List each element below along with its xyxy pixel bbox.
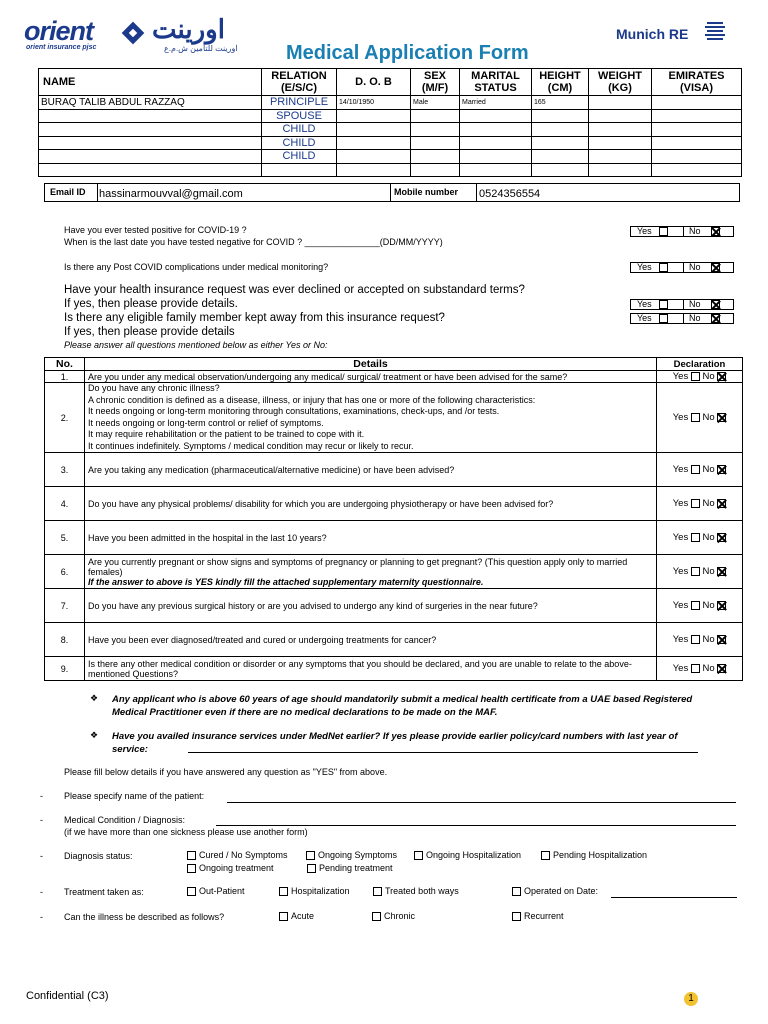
no-label: No [702,464,715,475]
munich-re-logo: Munich RE [616,26,689,42]
family-cell-name[interactable]: BURAQ TALIB ABDUL RAZZAQ [39,96,262,110]
yes-label: Yes [637,313,652,323]
option-label: Ongoing Hospitalization [426,850,522,860]
question-number: 6. [45,555,85,589]
option-label: Chronic [384,911,416,921]
option-checkbox[interactable] [279,912,288,921]
note-mednet: Have you availed insurance services under MedNet earlier? If yes please provide earlier policy/card numbers with last year of service: [112,731,678,755]
option[interactable] [512,911,564,921]
option-label: Treated both ways [385,886,459,896]
option-label: Ongoing Symptoms [318,850,398,860]
orient-logo [24,14,264,56]
yes-checkbox[interactable] [691,413,700,422]
yes-checkbox[interactable] [691,533,700,542]
col-declaration: Declaration [657,358,743,371]
condition-input-line[interactable] [216,825,736,826]
answer-instruction: Please answer all questions mentioned below as either Yes or No: [64,340,328,350]
yes-no-insurance-declined [630,299,734,310]
col-no: No. [45,358,85,371]
family-cell-weight[interactable] [589,96,652,110]
family-cell-marital[interactable] [460,150,532,164]
no-label: No [702,663,715,674]
questions-table [44,357,743,681]
no-checkbox-checked[interactable] [717,601,726,610]
family-cell-emirates[interactable] [652,109,742,123]
family-cell-name[interactable] [39,136,262,150]
question-emphasis: If the answer to above is YES kindly fill the attached supplementary maternity questionnaire. [88,576,484,587]
bullet-icon: ❖ [90,730,99,740]
family-row [39,136,742,150]
yes-no-covid-positive [630,226,734,237]
question-text: It may require rehabilitation or the patient to be trained to cope with it. [88,429,365,439]
question-row [45,623,743,657]
logo-arabic: اورينت [152,14,225,44]
family-row [39,96,742,110]
family-cell-empty[interactable] [39,163,262,177]
family-row [39,109,742,123]
col-marital: MARITAL STATUS [460,69,532,96]
col-weight: WEIGHT (KG) [589,69,652,96]
question-text: It needs ongoing or long-term control or relief of symptoms. [88,417,324,428]
question-details [85,521,657,555]
question-text: Is there any other medical condition or disorder or any symptoms that you should be declared, and you are unable to relate to the above-mentioned Questions? [88,658,632,679]
no-label: No [702,532,715,543]
question-text: It continues indefinitely. Symptoms / medical condition may recur or likely to recur. [88,440,414,451]
family-cell-emirates[interactable] [652,96,742,110]
question-details [85,453,657,487]
family-cell-weight[interactable] [589,123,652,137]
question-text: It needs ongoing or long-term monitoring through consultations, examinations, check-ups, and /or tests. [88,406,500,416]
family-cell-relation[interactable]: SPOUSE [262,109,337,123]
family-cell-name[interactable] [39,109,262,123]
yes-checkbox[interactable] [691,567,700,576]
option-label: Hospitalization [291,886,350,896]
no-checkbox-checked[interactable] [717,499,726,508]
family-cell-marital[interactable] [460,136,532,150]
option-checkbox[interactable] [414,851,423,860]
status-label: Diagnosis status: [64,851,133,861]
question-number: 2. [45,383,85,453]
no-label: No [702,371,715,382]
family-cell-empty[interactable] [411,163,460,177]
question-details [85,589,657,623]
no-checkbox-checked[interactable] [711,314,720,323]
question-text: Are you under any medical observation/undergoing any medical/ surgical/ treatment or have been advised for the same? [88,371,568,382]
option-checkbox[interactable] [187,864,196,873]
yes-checkbox[interactable] [691,601,700,610]
details-intro: Please fill below details if you have answered any question as "YES" from above. [64,767,388,777]
question-details [85,371,657,383]
yes-label: Yes [672,412,689,423]
contact-box [44,183,740,202]
question-details [85,487,657,521]
declaration-cell [657,487,743,521]
option[interactable] [307,863,393,873]
declaration-cell [657,383,743,453]
confidential-label: Confidential (C3) [26,990,109,1002]
no-checkbox-checked[interactable] [717,413,726,422]
option-label: Recurrent [524,911,564,921]
option-checkbox[interactable] [187,887,196,896]
question-number: 4. [45,487,85,521]
no-label: No [689,226,701,236]
family-cell-dob[interactable]: 14/10/1950 [337,96,411,110]
family-cell-name[interactable] [39,123,262,137]
no-label: No [702,566,715,577]
question-number: 1. [45,371,85,383]
family-cell-marital[interactable]: Married [460,96,532,110]
no-label: No [689,299,701,309]
option-label: Pending Hospitalization [553,850,648,860]
family-cell-dob[interactable] [337,136,411,150]
option[interactable] [187,850,288,860]
family-cell-empty[interactable] [460,163,532,177]
question-row [45,521,743,555]
insurance-q4b: If yes, then please provide details [64,326,235,338]
option[interactable] [187,863,274,873]
orient-diamond-icon [120,20,146,46]
no-checkbox-checked[interactable] [717,533,726,542]
question-text: Are you currently pregnant or show signs and symptoms of pregnancy or planning to get pregnant? (This question apply only to married females) [88,556,628,577]
option[interactable] [306,850,397,860]
col-dob: D. O. B [337,69,411,96]
family-cell-dob[interactable] [337,109,411,123]
question-text: Do you have any chronic illness? [88,383,220,393]
yes-checkbox[interactable] [659,300,668,309]
yes-checkbox[interactable] [691,499,700,508]
option-checkbox[interactable] [307,864,316,873]
family-cell-name[interactable] [39,150,262,164]
insurance-q3: Have your health insurance request was ever declined or accepted on substandard terms? [64,284,525,296]
family-cell-weight[interactable] [589,136,652,150]
family-cell-empty[interactable] [262,163,337,177]
question-details [85,657,657,681]
declaration-cell [657,589,743,623]
option-checkbox[interactable] [187,851,196,860]
yes-label: Yes [672,663,689,674]
family-cell-sex[interactable] [411,136,460,150]
question-text: A chronic condition is defined as a disease, illness, or injury that has one or more of the following characteristics: [88,394,536,405]
yes-checkbox[interactable] [691,372,700,381]
note-age: Any applicant who is above 60 years of age should mandatorily submit a medical health certificate from a UAE based Registered Medical Practitioner even if there are no medical declarations to be made on the MAF. [112,694,693,718]
yes-no-family-excluded [630,313,734,324]
option[interactable] [373,886,459,896]
col-emirates: EMIRATES (VISA) [652,69,742,96]
question-text: Have you been ever diagnosed/treated and cured or undergoing treatments for cancer? [88,634,437,645]
family-cell-height[interactable] [532,150,589,164]
no-checkbox-checked[interactable] [717,372,726,381]
no-checkbox-checked[interactable] [717,567,726,576]
no-label: No [702,498,715,509]
family-cell-empty[interactable] [652,163,742,177]
family-cell-dob[interactable] [337,123,411,137]
patient-label: Please specify name of the patient: [64,791,205,801]
option-checkbox[interactable] [512,887,521,896]
insurance-q3b: If yes, then please provide details. [64,298,238,310]
family-cell-weight[interactable] [589,150,652,164]
question-text: Have you been admitted in the hospital in the last 10 years? [88,532,327,543]
family-cell-relation[interactable]: CHILD [262,136,337,150]
logo-name: orient [24,16,94,46]
option-checkbox[interactable] [373,887,382,896]
question-row [45,657,743,681]
option-label: Cured / No Symptoms [199,850,288,860]
condition-label: Medical Condition / Diagnosis: [64,815,186,825]
yes-label: Yes [637,299,652,309]
question-text: Do you have any previous surgical history or are you advised to undergo any kind of surgeries in the near future? [88,600,538,611]
question-text: Are you taking any medication (pharmaceutical/alternative medicine) or have been advised? [88,464,455,475]
illness-label: Can the illness be described as follows? [64,912,225,922]
family-cell-empty[interactable] [532,163,589,177]
family-cell-height[interactable] [532,109,589,123]
family-cell-sex[interactable] [411,150,460,164]
option[interactable] [414,850,521,860]
logo-arabic-sub: اورينت للتأمين ش.م.ع [164,44,238,53]
family-cell-emirates[interactable] [652,150,742,164]
question-row [45,589,743,623]
option[interactable] [187,886,245,896]
yes-label: Yes [672,566,689,577]
mobile-field[interactable]: 0524356554 [479,188,541,200]
question-row [45,555,743,589]
covid-q1b: When is the last date you have tested negative for COVID ? _______________(DD/MM/YYYY) [64,237,443,247]
yes-checkbox[interactable] [691,465,700,474]
declaration-cell [657,555,743,589]
option-checkbox[interactable] [541,851,550,860]
operated-date-line[interactable] [611,897,737,898]
condition-note: (if we have more than one sickness please use another form) [64,827,308,837]
question-number: 3. [45,453,85,487]
col-sex: SEX (M/F) [411,69,460,96]
question-text: Do you have any physical problems/ disability for which you are undergoing physiotherapy or have been advised for? [88,498,554,509]
yes-label: Yes [637,262,652,272]
option-label: Acute [291,911,315,921]
no-label: No [702,634,715,645]
yes-label: Yes [672,600,689,611]
option[interactable] [279,911,314,921]
family-table [38,68,742,177]
mobile-label: Mobile number [394,187,459,197]
family-cell-sex[interactable] [411,123,460,137]
yes-checkbox[interactable] [659,314,668,323]
patient-input-line[interactable] [227,802,736,803]
col-details: Details [85,358,657,371]
declaration-cell [657,371,743,383]
yes-label: Yes [672,464,689,475]
family-cell-sex[interactable] [411,109,460,123]
question-row [45,371,743,383]
option-checkbox[interactable] [372,912,381,921]
yes-checkbox[interactable] [691,664,700,673]
declaration-cell [657,453,743,487]
question-number: 5. [45,521,85,555]
question-details [85,383,657,453]
question-row [45,487,743,521]
question-number: 8. [45,623,85,657]
family-cell-sex[interactable]: Male [411,96,460,110]
question-number: 9. [45,657,85,681]
family-row [39,150,742,164]
family-cell-height[interactable] [532,136,589,150]
question-number: 7. [45,589,85,623]
option-checkbox[interactable] [279,887,288,896]
family-cell-dob[interactable] [337,150,411,164]
declaration-cell [657,521,743,555]
family-cell-marital[interactable] [460,123,532,137]
col-name: NAME [39,69,262,96]
option[interactable] [512,886,598,896]
option-label: Pending treatment [319,863,393,873]
yes-label: Yes [672,634,689,645]
yes-label: Yes [637,226,652,236]
no-checkbox-checked[interactable] [717,664,726,673]
bullet-icon: ❖ [90,693,99,703]
option-checkbox[interactable] [306,851,315,860]
family-cell-emirates[interactable] [652,123,742,137]
family-cell-relation[interactable]: CHILD [262,150,337,164]
family-cell-height[interactable] [532,123,589,137]
col-relation: RELATION (E/S/C) [262,69,337,96]
family-cell-weight[interactable] [589,109,652,123]
col-height: HEIGHT (CM) [532,69,589,96]
no-checkbox-checked[interactable] [717,465,726,474]
mednet-input-line[interactable] [188,752,698,753]
no-label: No [702,412,715,423]
logo-sub: orient insurance pjsc [26,44,97,51]
treatment-label: Treatment taken as: [64,887,144,897]
yes-checkbox[interactable] [659,263,668,272]
question-details [85,623,657,657]
family-cell-empty[interactable] [589,163,652,177]
no-checkbox-checked[interactable] [711,300,720,309]
option[interactable] [279,886,350,896]
covid-q1: Have you ever tested positive for COVID-19 ? [64,225,247,235]
email-field[interactable]: hassinarmouvval@gmail.com [99,188,243,200]
no-label: No [689,262,701,272]
option[interactable] [372,911,415,921]
option-label: Operated on Date: [524,886,599,896]
option-label: Out-Patient [199,886,245,896]
family-row [39,163,742,177]
question-row [45,453,743,487]
question-details [85,555,657,589]
family-cell-empty[interactable] [337,163,411,177]
yes-checkbox[interactable] [691,635,700,644]
munich-re-icon [704,20,726,42]
no-checkbox-checked[interactable] [717,635,726,644]
yes-no-post-covid [630,262,734,273]
no-label: No [689,313,701,323]
family-cell-relation[interactable]: PRINCIPLE [262,96,337,110]
option[interactable] [541,850,647,860]
covid-q2: Is there any Post COVID complications under medical monitoring? [64,262,329,272]
question-row [45,383,743,453]
no-label: No [702,600,715,611]
yes-label: Yes [672,498,689,509]
page-number: 1 [684,992,698,1006]
yes-checkbox[interactable] [659,227,668,236]
email-label: Email ID [50,187,86,197]
option-checkbox[interactable] [512,912,521,921]
yes-label: Yes [672,371,689,382]
no-checkbox-checked[interactable] [711,263,720,272]
family-cell-height[interactable]: 165 [532,96,589,110]
declaration-cell [657,657,743,681]
insurance-q4: Is there any eligible family member kept away from this insurance request? [64,312,445,324]
option-label: Ongoing treatment [199,863,274,873]
page-title: Medical Application Form [286,42,529,64]
declaration-cell [657,623,743,657]
family-cell-marital[interactable] [460,109,532,123]
yes-label: Yes [672,532,689,543]
family-cell-emirates[interactable] [652,136,742,150]
no-checkbox-checked[interactable] [711,227,720,236]
family-cell-relation[interactable]: CHILD [262,123,337,137]
family-row [39,123,742,137]
